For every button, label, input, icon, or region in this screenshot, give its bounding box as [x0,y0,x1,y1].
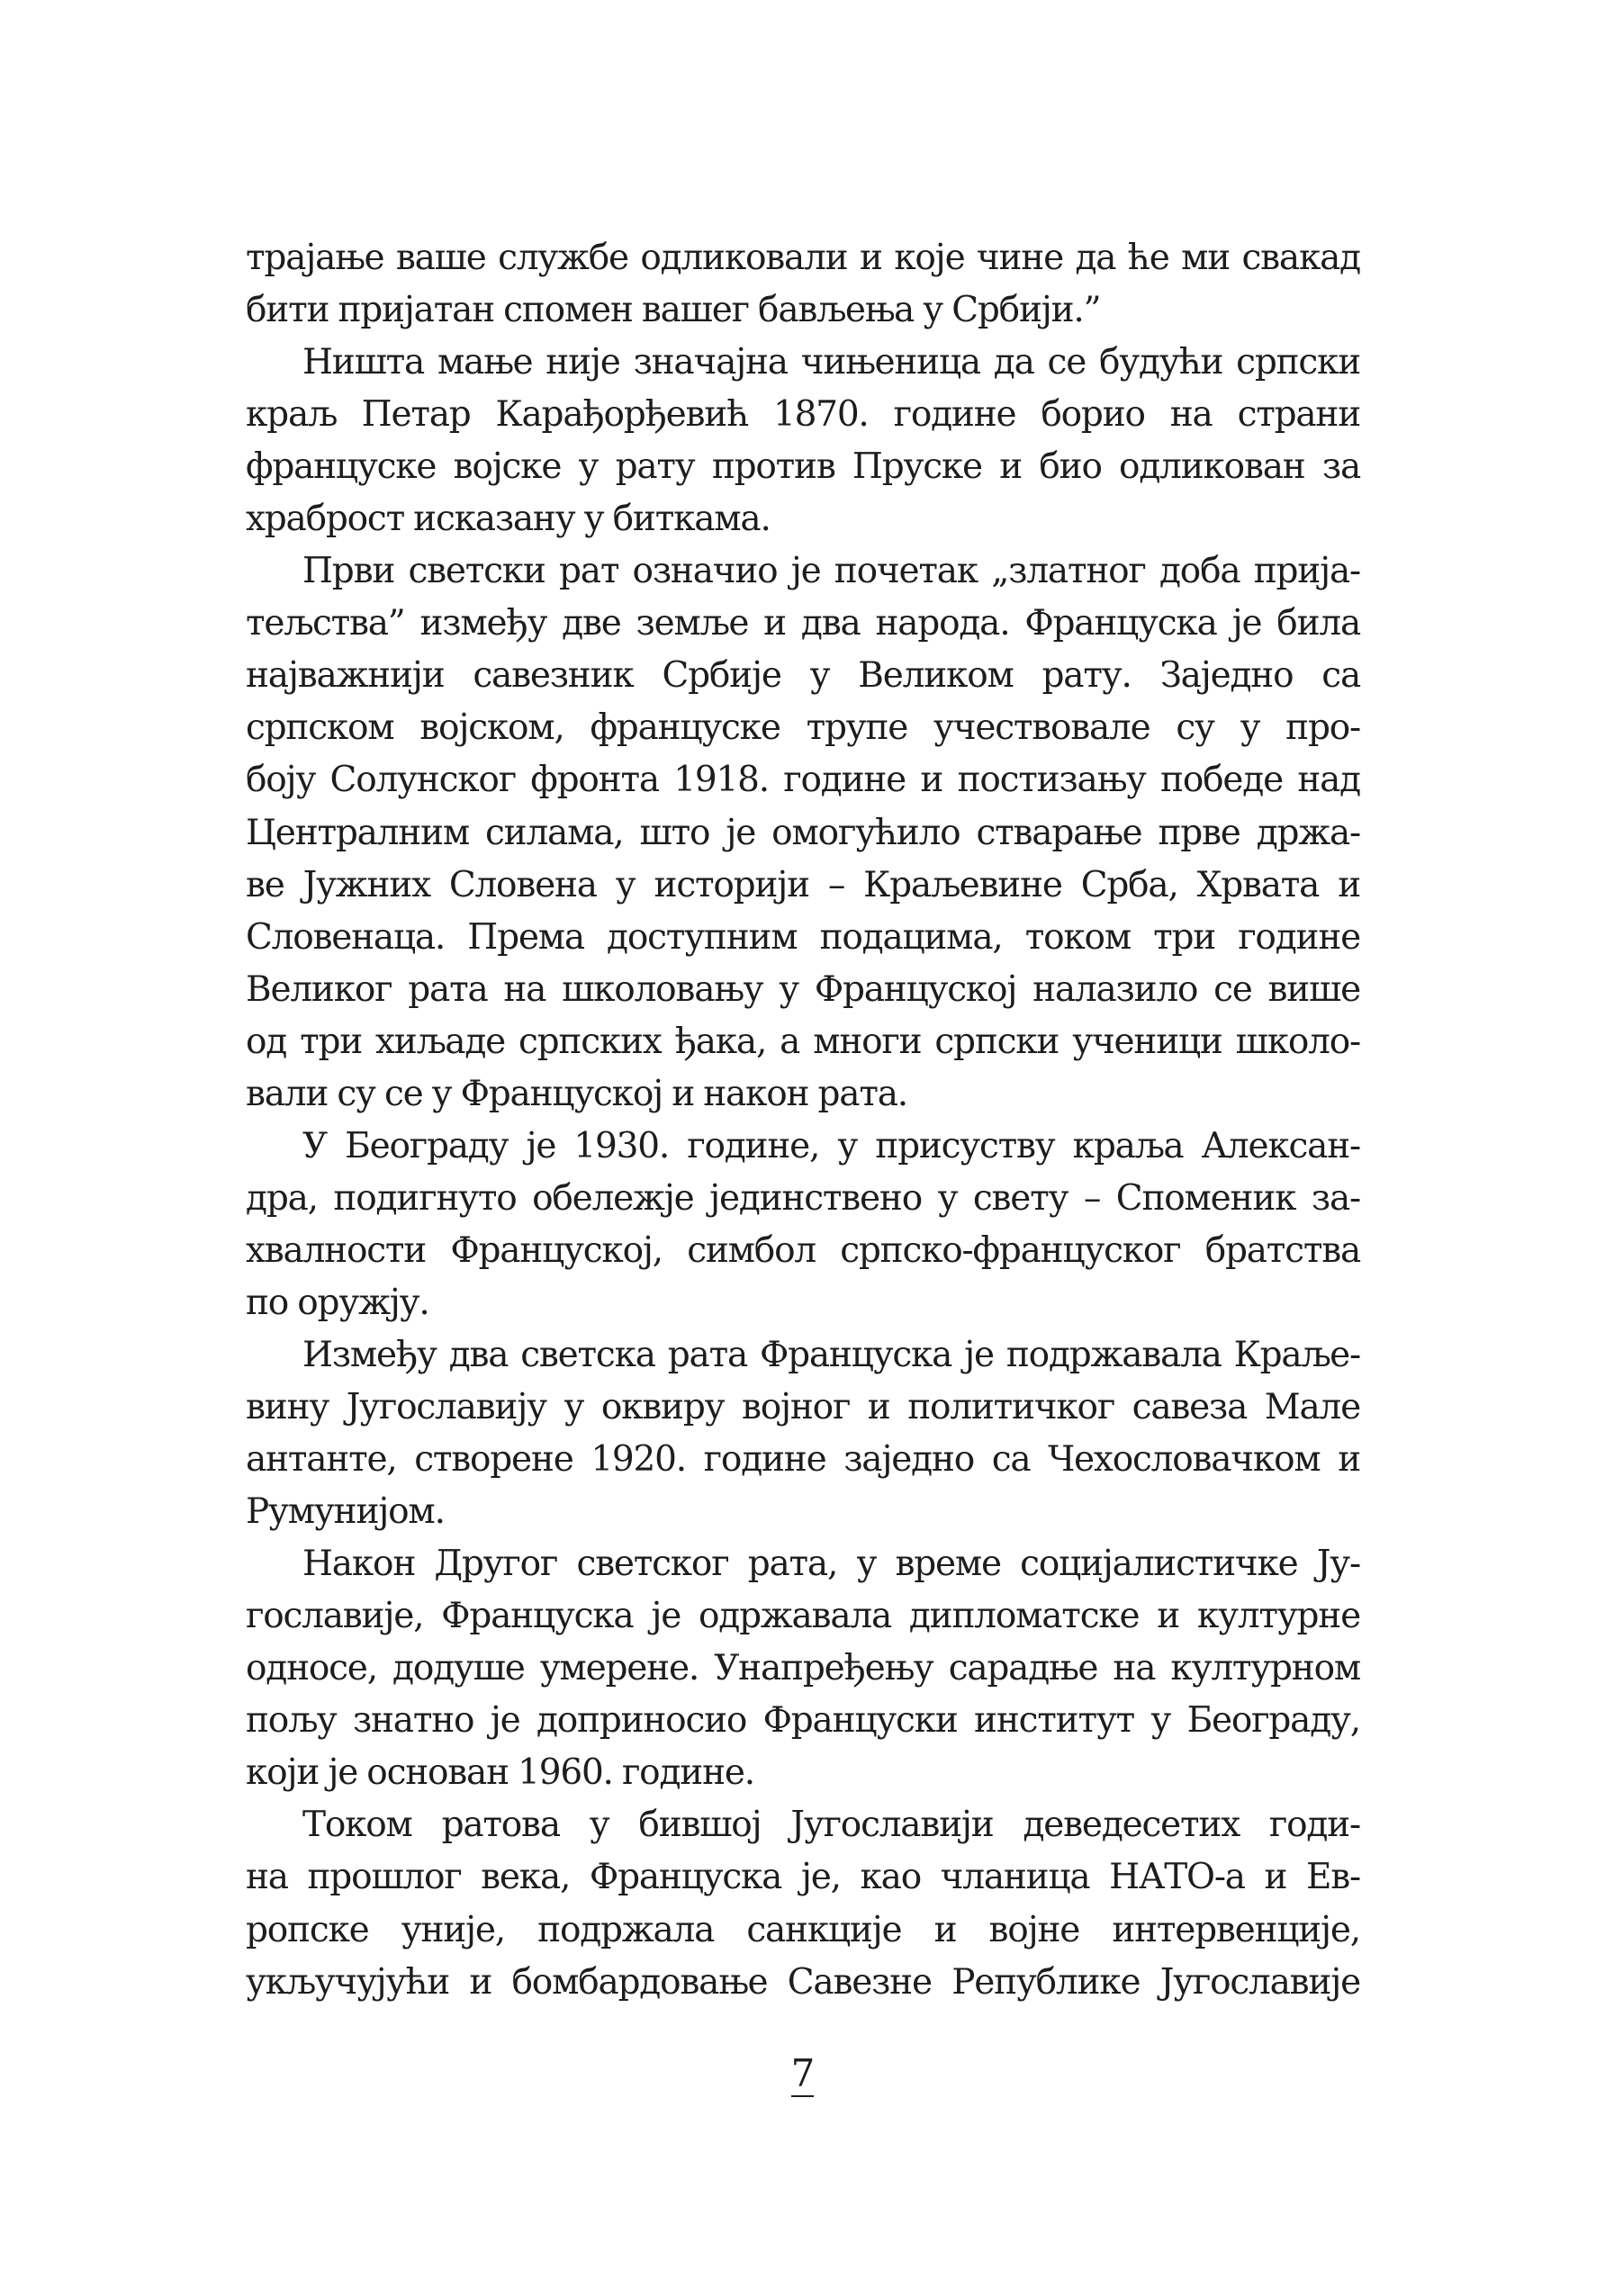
text-line: Словенаца. Према доступним подацима, током три године [246,916,1360,958]
text-line: Ништа мање није значајна чињеница да се будући српски [302,342,1360,383]
text-line: вали су се у Француској и након рата. [246,1073,907,1114]
text-line: дра, подигнуто обележје јединствено у свету – Споменик за- [246,1177,1360,1219]
text-line: Након Другог светског рата, у време социјалистичке Ју- [302,1544,1360,1585]
text-line: Румунијом. [246,1491,445,1533]
text-line: краљ Петар Карађорђевић 1870. године борио на страни [246,394,1360,436]
text-line: француске војске у рату против Пруске и био одликован за [246,446,1360,488]
text-line: тељства” између две земље и два народа. Француска је била [246,603,1360,644]
page-number-underline [791,2095,814,2097]
text-line: најважнији савезник Србије у Великом рату. Заједно са [246,655,1360,697]
text-line: вину Југославију у оквиру војног и политичког савеза Мале [246,1387,1360,1428]
paragraph [246,1799,1360,2008]
text-line: односе, додуше умерене. Унапређењу сарадње на културном [246,1648,1360,1689]
body-text [246,232,1360,2009]
paragraph [246,545,1360,1121]
text-line: боју Солунског фронта 1918. године и постизању победе над [246,760,1360,801]
page-number: 7 [790,2051,816,2095]
text-line: Између два светска рата Француска је подржавала Краље- [302,1334,1360,1375]
text-line: који је основан 1960. године. [246,1752,754,1794]
text-line: укључујући и бомбардовање Савезне Републике Југославије [246,1961,1360,2003]
text-line: трајање ваше службе одликовали и које чине да ће ми свакад [246,238,1360,278]
text-line: храброст исказану у биткама. [246,499,771,540]
text-line: антанте, створене 1920. године заједно са Чехословачком и [246,1439,1360,1481]
text-line: Током ратова у бившој Југославији деведесетих годи- [302,1805,1360,1846]
paragraph [246,337,1360,545]
text-line: на прошлог века, Француска је, као чланица НАТО-а и Ев- [246,1857,1360,1898]
paragraph [246,1538,1360,1799]
text-line: хвалности Француској, симбол српско-француског братства [246,1229,1360,1271]
text-line: У Београду је 1930. године, у присуству краља Алексан- [302,1125,1360,1166]
text-line: Први светски рат означио је почетак „златног доба прија- [302,551,1360,592]
text-line: од три хиљаде српских ђака, а многи српски ученици школо- [246,1021,1360,1062]
text-line: по оружју. [246,1282,429,1323]
text-line: Великог рата на школовању у Француској налазило се више [246,968,1360,1010]
paragraph [246,232,1360,337]
text-line: ропске уније, подржала санкције и војне интервенције, [246,1909,1360,1950]
text-line: српском војском, француске трупе учествовале су у про- [246,707,1360,749]
text-line: пољу знатно је доприносио Француски институт у Београду, [246,1700,1360,1742]
text-line: ве Јужних Словена у историји – Краљевине Срба, Хрвата и [246,864,1360,905]
paragraph [246,1121,1360,1329]
text-line: Централним силама, што је омогућило стварање прве држа- [246,812,1360,853]
text-line: бити пријатан спомен вашег бављења у Србији.” [246,290,1101,331]
paragraph [246,1329,1360,1538]
text-line: гославије, Француска је одржавала дипломатске и културне [246,1596,1360,1637]
